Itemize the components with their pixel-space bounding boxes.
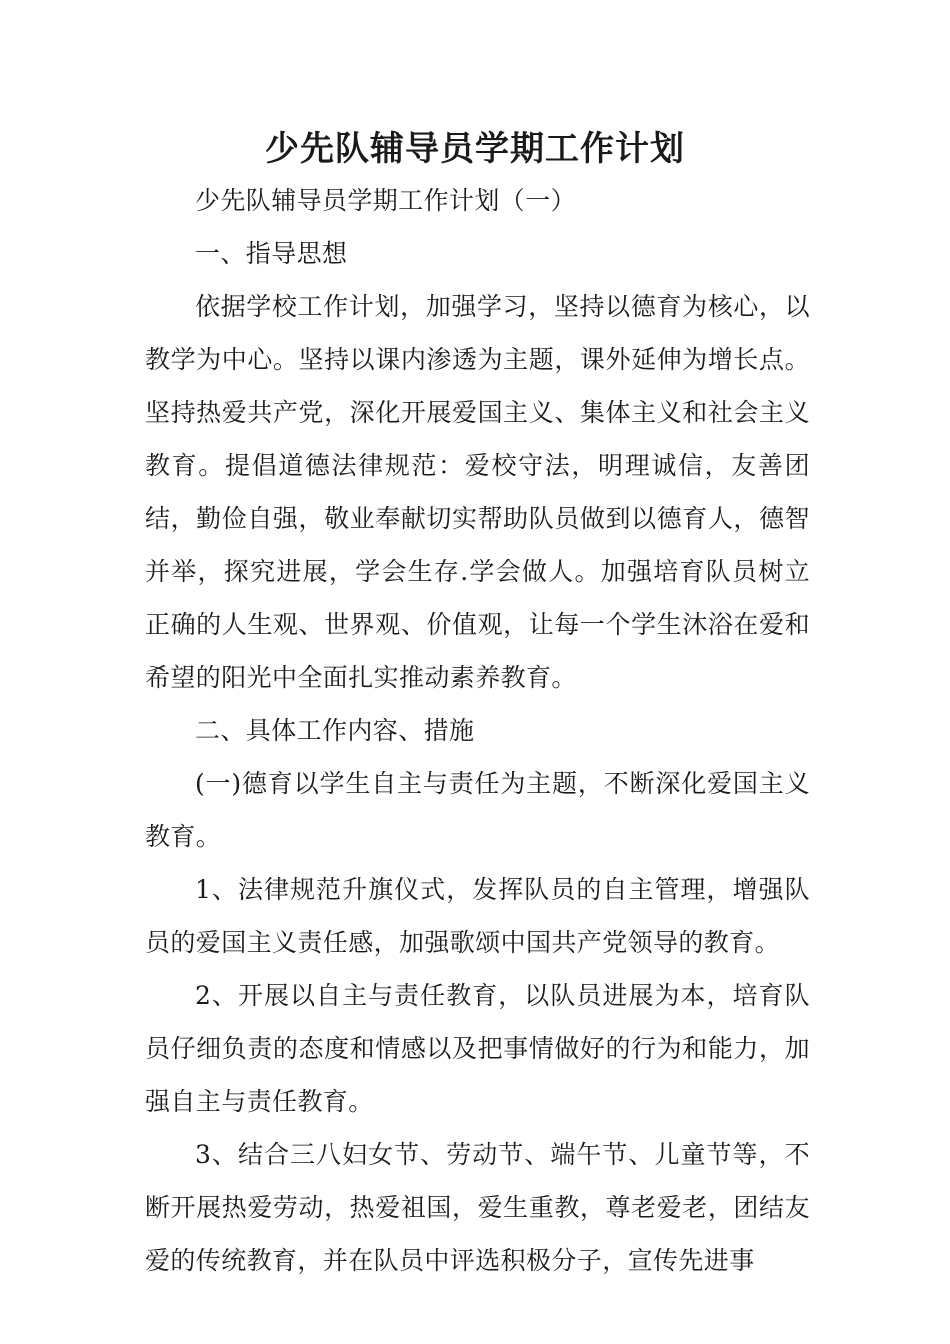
list-item-paragraph: 2、开展以自主与责任教育，以队员进展为本，培育队员仔细负责的态度和情感以及把事情做好的行为和能力，加强自主与责任教育。: [145, 981, 810, 1116]
document-title: 少先队辅导员学期工作计划: [265, 129, 685, 169]
subsection-heading: (一)德育以学生自主与责任为主题，不断深化爱国主义教育。: [145, 769, 810, 851]
document-body: [145, 174, 810, 1287]
subtitle-paragraph: 少先队辅导员学期工作计划（一）: [195, 186, 577, 215]
body-paragraph: 依据学校工作计划，加强学习，坚持以德育为核心，以教学为中心。坚持以课内渗透为主题，课外延伸为增长点。坚持热爱共产党，深化开展爱国主义、集体主义和社会主义教育。提倡道德法律规范：爱校守法，明理诚信，友善团结，勤俭自强，敬业奉献切实帮助队员做到以德育人，德智并举，探究进展，学会生存.学会做人。加强培育队员树立正确的人生观、世界观、价值观，让每一个学生沐浴在爱和希望的阳光中全面扎实推动素养教育。: [145, 292, 810, 692]
list-item-paragraph: 3、结合三八妇女节、劳动节、端午节、儿童节等，不断开展热爱劳动，热爱祖国，爱生重教，尊老爱老，团结友爱的传统教育，并在队员中评选积极分子，宣传先进事: [145, 1140, 810, 1275]
section-heading-guiding-ideology: 一、指导思想: [195, 239, 348, 268]
section-heading-work-content: 二、具体工作内容、措施: [195, 716, 475, 745]
list-item-paragraph: 1、法律规范升旗仪式，发挥队员的自主管理，增强队员的爱国主义责任感，加强歌颂中国共产党领导的教育。: [145, 875, 810, 957]
